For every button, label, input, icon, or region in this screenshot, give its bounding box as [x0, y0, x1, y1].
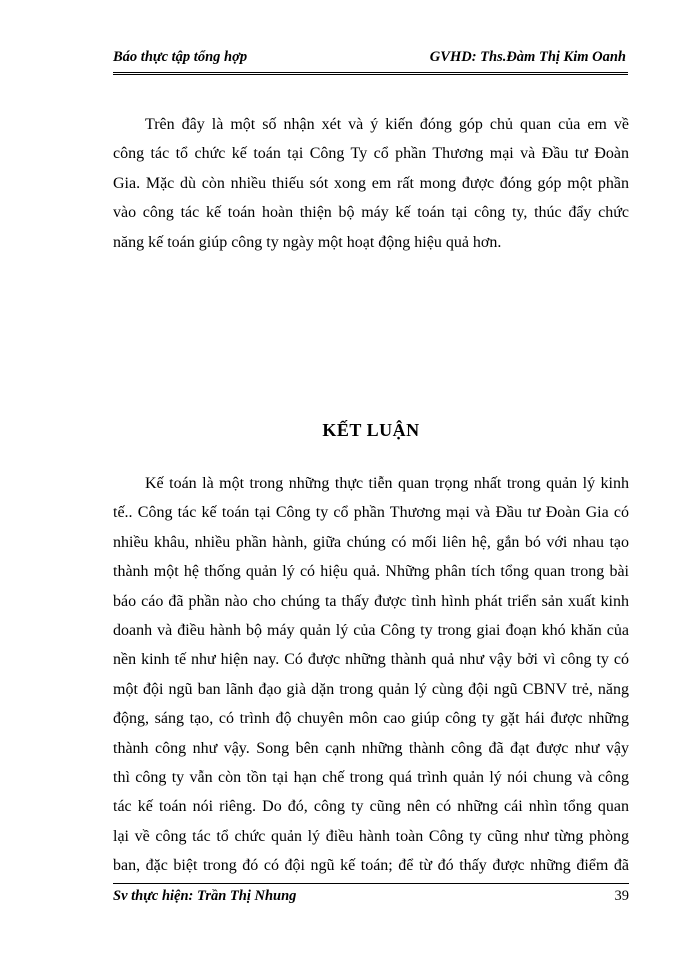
paragraph-line: năng kế toán giúp công ty ngày một hoạt động hiệu quả hơn. [113, 233, 502, 251]
paragraph-line: một đội ngũ ban lãnh đạo già dặn trong quản lý cùng đội ngũ CBNV trẻ, năng [113, 680, 629, 698]
paragraph-line: Trên đây là một số nhận xét và ý kiến đóng góp chủ quan của em về [145, 116, 629, 133]
footer-student-name: Sv thực hiện: Trần Thị Nhung [113, 888, 297, 904]
page-footer [113, 883, 629, 908]
paragraph-line: thì công ty vẫn còn tồn tại hạn chế trong quá trình quản lý nói chung và công [113, 768, 629, 786]
intro-paragraph [113, 110, 629, 257]
section-title: KẾT LUẬN [322, 420, 420, 440]
page-number: 39 [614, 888, 629, 904]
paragraph-line: động, sáng tạo, có trình độ chuyên môn cao giúp công ty gặt hái được những [113, 710, 629, 728]
paragraph-line: ban, đặc biệt trong đó có đội ngũ kế toán; để từ đó thấy được những điểm đã [113, 857, 629, 875]
paragraph-line: Gia. Mặc dù còn nhiều thiếu sót xong em rất mong được đóng góp một phần [113, 174, 629, 192]
paragraph-line: vào công tác kế toán hoàn thiện bộ máy kế toán tại công ty, thúc đẩy chức [113, 204, 629, 222]
paragraph-line: thành một hệ thống quản lý có hiệu quả. Những phân tích tổng quan trong bài [113, 563, 629, 581]
paragraph-line: báo cáo đã phần nào cho chúng ta thấy được tình hình phát triển sản xuất kinh [113, 592, 629, 610]
conclusion-paragraph [113, 469, 629, 880]
page-header [113, 46, 628, 75]
header-supervisor: GVHD: Ths.Đàm Thị Kim Oanh [429, 49, 626, 65]
paragraph-line: nhiều khâu, nhiều phần hành, giữa chúng có mối liên hệ, gắn bó với nhau tạo [113, 533, 629, 551]
paragraph-line: Kế toán là một trong những thực tiễn quan trọng nhất trong quản lý kinh [145, 475, 629, 492]
paragraph-line: tác kế toán nói riêng. Do đó, công ty cũng nên có những cái nhìn tổng quan [113, 798, 629, 816]
paragraph-line: thành công như vậy. Song bên cạnh những thành công đã đạt được như vậy [113, 739, 629, 757]
header-report-title: Báo thực tập tổng hợp [113, 49, 248, 65]
paragraph-line: doanh và điều hành bộ máy quản lý của Công ty trong giai đoạn khó khăn của [113, 621, 629, 639]
paragraph-line: lại về công tác tổ chức quản lý điều hành toàn Công ty cũng như từng phòng [113, 827, 629, 845]
paragraph-line: công tác tổ chức kế toán tại Công Ty cổ phần Thương mại và Đầu tư Đoàn [113, 145, 629, 163]
paragraph-line: tế.. Công tác kế toán tại Công ty cổ phần Thương mại và Đầu tư Đoàn Gia có [113, 504, 629, 522]
paragraph-line: nền kinh tế như hiện nay. Có được những thành quả như vậy bởi vì công ty có [113, 651, 629, 669]
